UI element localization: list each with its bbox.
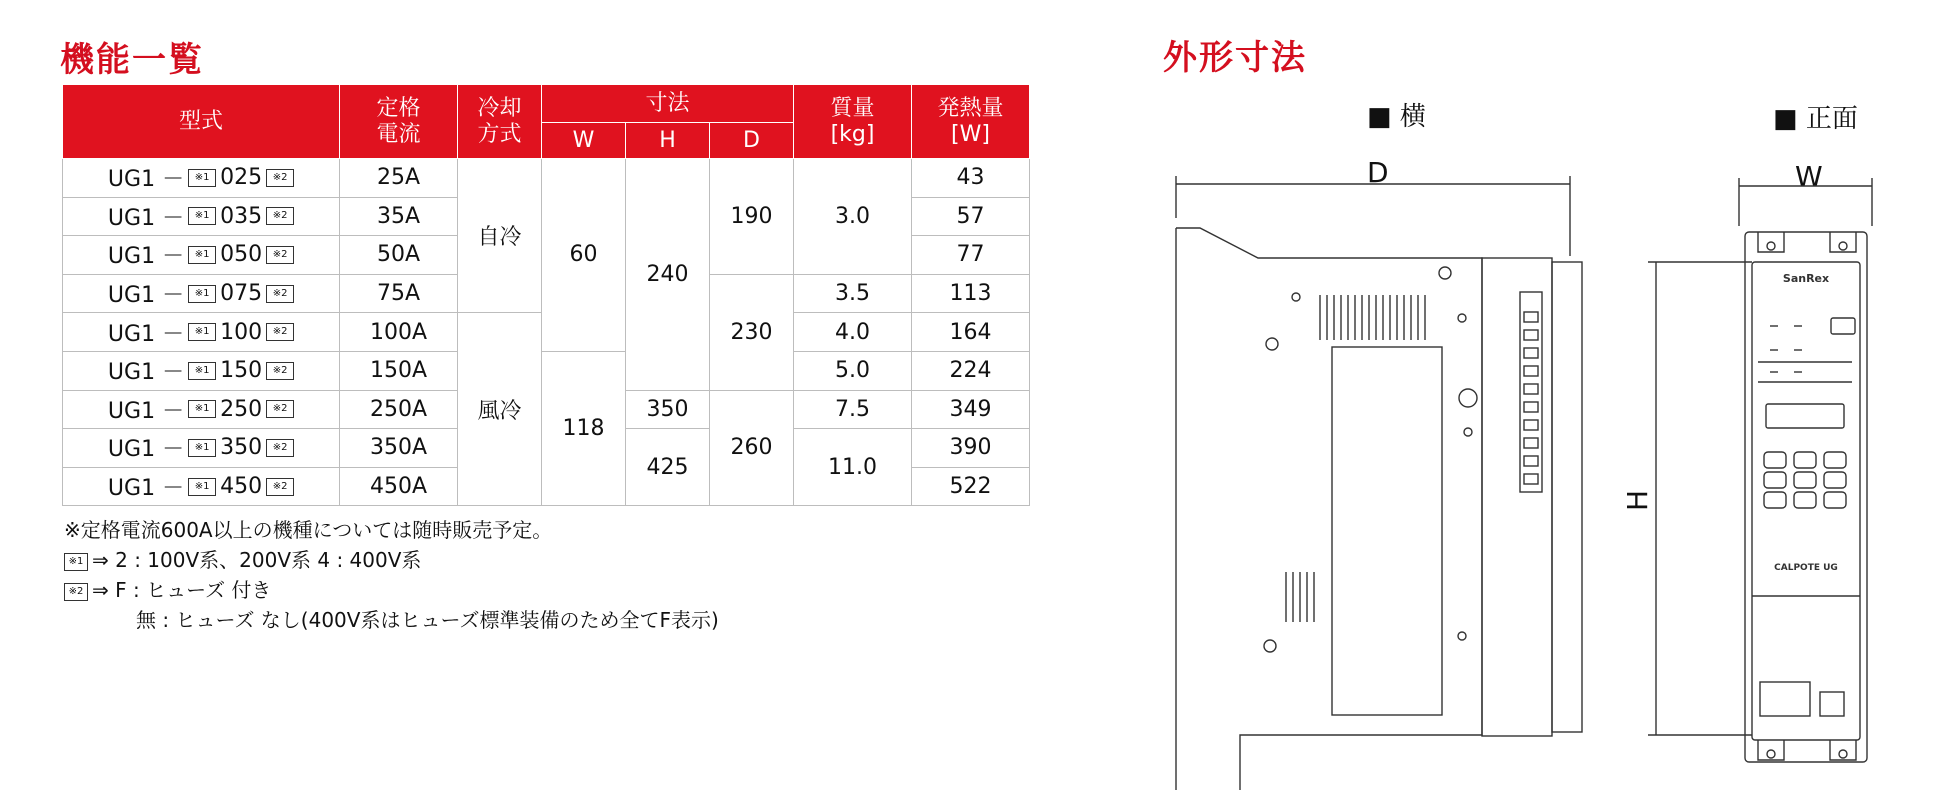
header-cooling: 冷却 方式 — [458, 85, 542, 159]
model-cell: UG1 － ※1 050 ※2 — [63, 236, 340, 275]
front-keypad — [1764, 452, 1846, 508]
side-vent-top — [1320, 295, 1425, 340]
note-line-2: ※1 ⇒ 2 : 100V系、200V系 4 : 400V系 — [64, 545, 719, 575]
model-cell: UG1 － ※1 150 ※2 — [63, 351, 340, 390]
d-cell: 260 — [710, 390, 794, 506]
model-cell: UG1 － ※1 350 ※2 — [63, 429, 340, 468]
d-cell: 190 — [710, 159, 794, 275]
terminal-block — [1520, 292, 1542, 492]
model-cell: UG1 － ※1 075 ※2 — [63, 274, 340, 313]
product-logo: CALPOTE UG — [1774, 563, 1838, 573]
note-line-1: ※定格電流600A以上の機種については随時販売予定。 — [64, 518, 553, 542]
side-dim-line — [1176, 176, 1570, 256]
current-cell: 450A — [340, 467, 458, 506]
heat-cell: 57 — [912, 197, 1030, 236]
mass-cell: 3.0 — [794, 159, 912, 275]
d-cell: 230 — [710, 274, 794, 390]
note-line-3: ※2 ⇒ F : ヒューズ 付き — [64, 575, 719, 605]
current-cell: 35A — [340, 197, 458, 236]
h-cell: 425 — [626, 429, 710, 506]
side-view-drawing — [1176, 228, 1582, 790]
current-cell: 25A — [340, 159, 458, 198]
dimensions-title: 外形寸法 — [1163, 38, 1307, 78]
mass-cell: 3.5 — [794, 274, 912, 313]
header-w: W — [542, 123, 626, 159]
heat-cell: 390 — [912, 429, 1030, 468]
header-dimensions: 寸法 — [542, 85, 794, 123]
model-cell: UG1 － ※1 100 ※2 — [63, 313, 340, 352]
model-cell: UG1 － ※1 025 ※2 — [63, 159, 340, 198]
brand-logo: SanRex — [1782, 272, 1830, 285]
header-heat: 発熱量 [W] — [912, 85, 1030, 159]
model-cell: UG1 － ※1 450 ※2 — [63, 467, 340, 506]
mass-cell: 5.0 — [794, 351, 912, 390]
current-cell: 250A — [340, 390, 458, 429]
w-cell: 118 — [542, 351, 626, 505]
header-model: 型式 — [63, 85, 340, 159]
model-cell: UG1 － ※1 035 ※2 — [63, 197, 340, 236]
cooling-cell: 風冷 — [458, 313, 542, 506]
h-cell: 240 — [626, 159, 710, 391]
front-view-label: ■ 正面 — [1773, 104, 1858, 134]
heat-cell: 522 — [912, 467, 1030, 506]
heat-cell: 113 — [912, 274, 1030, 313]
note-line-4: 無 : ヒューズ なし(400V系はヒューズ標準装備のため全てF表示) — [136, 608, 719, 632]
mass-cell: 7.5 — [794, 390, 912, 429]
current-cell: 150A — [340, 351, 458, 390]
heat-cell: 349 — [912, 390, 1030, 429]
header-mass: 質量 [kg] — [794, 85, 912, 159]
side-vent-bottom — [1286, 572, 1314, 622]
w-cell: 60 — [542, 159, 626, 352]
cooling-cell: 自冷 — [458, 159, 542, 313]
header-d: D — [710, 123, 794, 159]
heat-cell: 43 — [912, 159, 1030, 198]
heat-cell: 77 — [912, 236, 1030, 275]
current-cell: 50A — [340, 236, 458, 275]
heat-cell: 224 — [912, 351, 1030, 390]
front-view-drawing — [1745, 232, 1867, 762]
dim-h-label: H — [1621, 489, 1655, 512]
side-view-label: ■ 横 — [1367, 102, 1426, 132]
dim-d-label: D — [1367, 156, 1389, 189]
current-cell: 100A — [340, 313, 458, 352]
mass-cell: 4.0 — [794, 313, 912, 352]
header-rated-current: 定格 電流 — [340, 85, 458, 159]
dim-w-label: W — [1795, 160, 1823, 193]
heat-cell: 164 — [912, 313, 1030, 352]
h-cell: 350 — [626, 390, 710, 429]
header-h: H — [626, 123, 710, 159]
model-cell: UG1 － ※1 250 ※2 — [63, 390, 340, 429]
current-cell: 350A — [340, 429, 458, 468]
current-cell: 75A — [340, 274, 458, 313]
mass-cell: 11.0 — [794, 429, 912, 506]
functions-title: 機能一覧 — [60, 40, 204, 80]
